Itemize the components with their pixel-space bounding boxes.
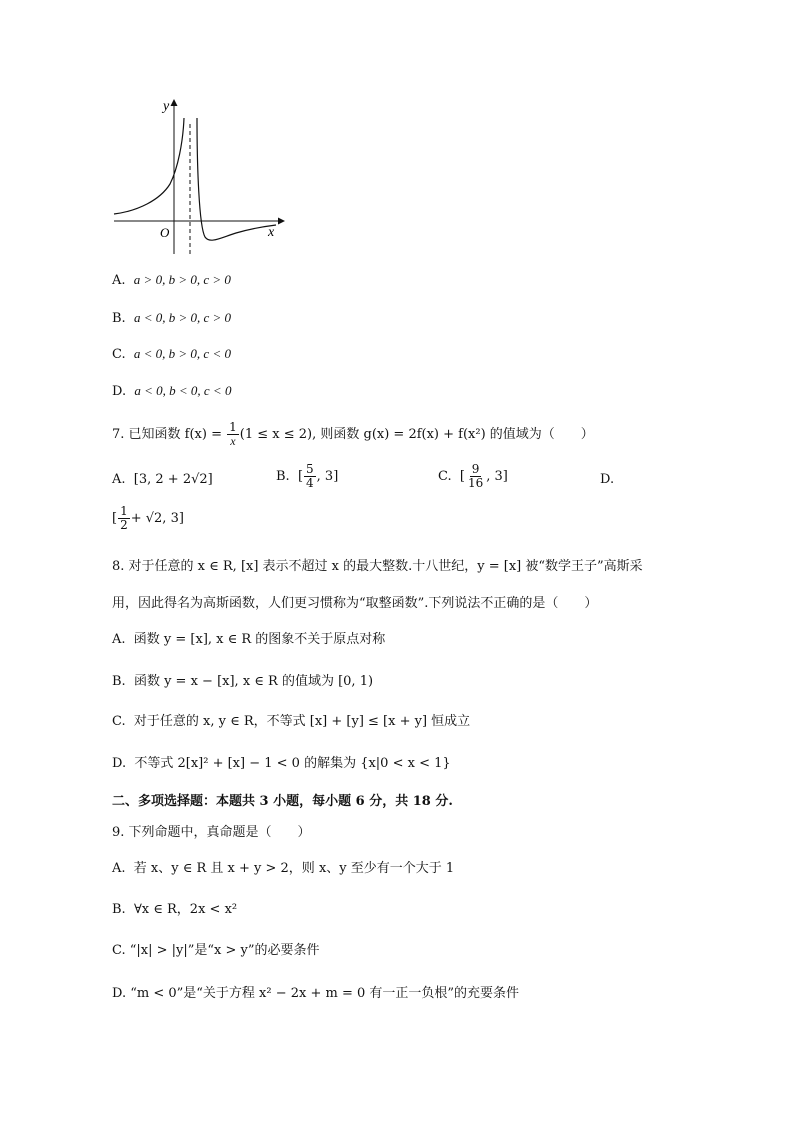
q7-fraction: $\frac{1}{x}$	[229, 420, 237, 448]
x-axis-label: x	[268, 225, 275, 240]
q9-stem: 9. 下列命题中，真命题是（ ）	[112, 825, 311, 840]
q7-option-b: B. [ $\frac{5}{4}$ , 3]	[276, 462, 339, 490]
q8-option-d: D. 不等式 2[x]² + [x] − 1 < 0 的解集为 {x|0 < x < 1}	[112, 756, 451, 771]
x-axis-arrow	[278, 218, 285, 225]
origin-label: O	[160, 225, 170, 240]
q8-stem-line1: 8. 对于任意的 x ∈ R, [x] 表示不超过 x 的最大整数.十八世纪，y = [x] 被“数学王子”高斯采	[112, 559, 643, 574]
q6-option-d: D. a < 0, b < 0, c < 0	[112, 383, 232, 399]
q6-option-a: A. a > 0, b > 0, c > 0	[112, 272, 231, 288]
q8-option-b: B. 函数 y = x − [x], x ∈ R 的值域为 [0, 1)	[112, 674, 374, 689]
q6-option-b: B. a < 0, b > 0, c > 0	[112, 310, 232, 326]
q8-option-c: C. 对于任意的 x, y ∈ R，不等式 [x] + [y] ≤ [x + y] 恒成立	[112, 714, 471, 729]
q7-option-c: C. [ $\frac{9}{16}$ , 3]	[438, 462, 508, 490]
q9-option-a: A. 若 x、y ∈ R 且 x + y > 2，则 x、y 至少有一个大于 1	[112, 861, 455, 876]
q8-stem-line2: 用，因此得名为高斯函数，人们更习惯称为“取整函数”.下列说法不正确的是（ ）	[112, 596, 598, 611]
q7-option-d: [ $\frac{1}{2}$ + √2, 3]	[112, 504, 184, 532]
function-graph	[108, 96, 288, 258]
q9-option-d: D. “m < 0”是“关于方程 x² − 2x + m = 0 有一正一负根”的充要条件	[112, 986, 520, 1001]
section-heading: 二、多项选择题：本题共 3 小题，每小题 6 分，共 18 分.	[112, 794, 453, 809]
y-axis-arrow	[171, 99, 178, 106]
right-branch-curve	[197, 118, 276, 240]
q8-option-a: A. 函数 y = [x], x ∈ R 的图象不关于原点对称	[112, 632, 386, 647]
q7-stem: 7. 已知函数 f(x) = $\frac{1}{x}$ (1 ≤ x ≤ 2), 则函数 g(x) = 2f(x) + f(x²) 的值域为（ ）	[112, 420, 594, 448]
y-axis-label: y	[163, 99, 170, 114]
q7-option-d-letter: D.	[600, 472, 615, 487]
q9-option-c: C. “|x| > |y|”是“x > y”的必要条件	[112, 943, 320, 958]
q7-option-a: A. [3, 2 + 2√2]	[112, 472, 213, 487]
q7-c-fraction: $\frac{9}{16}$	[467, 462, 484, 490]
q7-d-fraction: $\frac{1}{2}$	[120, 504, 128, 532]
q9-option-b: B. ∀x ∈ R，2x < x²	[112, 902, 238, 917]
q7-b-fraction: $\frac{5}{4}$	[306, 462, 314, 490]
q6-option-c: C. a < 0, b > 0, c < 0	[112, 346, 231, 362]
